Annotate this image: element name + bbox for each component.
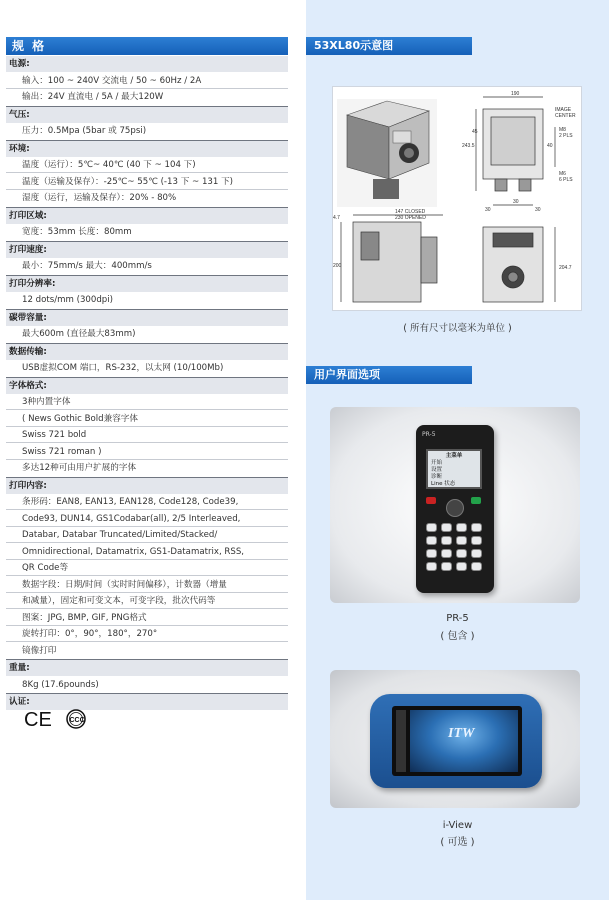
printer-side-icon (341, 215, 443, 302)
spec-item: Databar, Databar Truncated/Limited/Stacked/ (6, 527, 288, 543)
pr5-key (441, 536, 452, 545)
iview-panel (330, 670, 580, 808)
spec-item: 多达12种可由用户扩展的字体 (22, 463, 137, 473)
pr5-menu-item: 设置 (431, 467, 443, 473)
spec-category: 碳带容量: (6, 310, 288, 326)
spec-category: 打印内容: (6, 478, 288, 494)
dim-6pls: 6 PLS (559, 177, 573, 183)
pr5-key-red (426, 497, 436, 504)
spec-item: 温度（运行）：5℃~ 40℃ (40 下 ~ 104 下) (6, 157, 288, 173)
dim-243: 243.5 (462, 143, 475, 149)
spec-category: 重量: (6, 660, 288, 676)
dim-image-center: IMAGE (555, 107, 572, 113)
spec-category: 数据传输: (6, 344, 288, 360)
spec-category: 打印速度: (6, 242, 288, 258)
iview-sidebar (396, 710, 406, 772)
pr5-key (471, 536, 482, 545)
spec-item: 压力：0.5Mpa (5bar 或 75psi) (22, 126, 147, 136)
dim-30-a: 30 (485, 207, 491, 213)
right-column (306, 0, 609, 900)
pr5-key (456, 549, 467, 558)
spec-item: 和减量），固定和可变文本，可变字段，批次代码等 (6, 593, 288, 609)
pr5-screen-title: 主菜单 (445, 453, 463, 459)
spec-item: ( News Gothic Bold兼容字体 (6, 411, 288, 427)
pr5-screen (426, 449, 482, 489)
spec-item: 输入：100 ~ 240V 交流电 / 50 ~ 60Hz / 2A (6, 73, 288, 89)
printer-front-bottom-icon (483, 227, 555, 302)
pr5-key-green (471, 497, 481, 504)
pr5-key (456, 523, 467, 532)
dim-40: 40 (547, 143, 553, 149)
spec-category: 电源: (6, 56, 288, 72)
iview-sub: ( 可选 ) (440, 837, 475, 848)
diagram-note: ( 所有尺寸以毫米为单位 ) (403, 323, 512, 334)
cert-marks (24, 708, 94, 730)
spec-category: 打印区域: (6, 208, 288, 224)
spec-item: 旋转打印：0°，90°，180°，270° (6, 626, 288, 642)
iview-device-icon (370, 694, 542, 788)
printer-drawing (333, 87, 583, 312)
pr5-name: PR-5 (446, 613, 469, 624)
diagram-title: 53XL80示意图 (306, 37, 472, 55)
pr5-key (426, 523, 437, 532)
dim-190: 190 (511, 91, 520, 97)
iview-logo-icon: ITW (448, 726, 475, 741)
spec-item: 宽度：53mm 长度：80mm (22, 227, 132, 237)
pr5-panel (330, 407, 580, 603)
spec-item: 条形码：EAN8, EAN13, EAN128, Code128, Code39, (6, 494, 288, 510)
spec-item: 湿度（运行，运输及保存）：20% - 80% (22, 193, 177, 203)
pr5-menu-item: Line 状态 (431, 481, 456, 487)
ce-mark-icon (24, 708, 94, 730)
spec-item: 最小：75mm/s 最大：400mm/s (22, 261, 152, 271)
pr5-key (471, 523, 482, 532)
pr5-device-icon (416, 425, 494, 593)
ui-options-title: 用户界面选项 (306, 366, 472, 384)
dim-147-closed: 147 CLOSED (395, 209, 426, 215)
spec-item: 输出：24V 直流电 / 5A / 最大120W (22, 92, 164, 102)
printer-front-top-icon (476, 97, 555, 205)
dim-45: 45 (472, 129, 478, 135)
dim-30-c: 30 (535, 207, 541, 213)
spec-item: 最大600m (直径最大83mm) (22, 329, 136, 339)
pr5-key (441, 562, 452, 571)
pr5-key (441, 549, 452, 558)
pr5-brand: PR-5 (422, 431, 436, 438)
svg-text:CE: CE (24, 709, 52, 730)
pr5-key (441, 523, 452, 532)
spec-category: 环境: (6, 141, 288, 157)
dim-2pls: 2 PLS (559, 133, 573, 139)
spec-item: Swiss 721 bold (6, 427, 288, 443)
iview-display (410, 710, 518, 772)
dim-4-7: 4.7 (333, 215, 340, 221)
spec-item: 镜像打印 (22, 645, 57, 656)
pr5-key (471, 562, 482, 571)
spec-item: 12 dots/mm (300dpi) (22, 295, 114, 305)
iview-screen (392, 706, 522, 776)
pr5-menu-item: 诊断 (431, 474, 443, 480)
pr5-key (456, 536, 467, 545)
spec-category: 打印分辨率: (6, 276, 288, 292)
spec-item: Code93, DUN14, GS1Codabar(all), 2/5 Interleaved, (6, 511, 288, 527)
dim-30-b: 30 (513, 199, 519, 205)
spec-category: 气压: (6, 107, 288, 123)
spec-item: Omnidirectional, Datamatrix, GS1-Datamatrix, RSS, (6, 544, 288, 560)
spec-item: 8Kg (17.6pounds) (22, 679, 99, 690)
spec-item: 数据字段：日期/时间（实时时间偏移），计数器（增量 (6, 577, 288, 593)
spec-category: 认证: (6, 694, 288, 710)
printer-iso-top-icon (337, 99, 437, 207)
spec-column (0, 0, 290, 900)
pr5-sub: ( 包含 ) (440, 631, 475, 642)
pr5-key (426, 562, 437, 571)
dim-200: 200 (333, 263, 342, 269)
spec-item: 3种内置字体 (6, 394, 288, 410)
spec-item: USB虚拟COM 端口，RS-232，以太网 (10/100Mb) (22, 363, 224, 373)
pr5-keypad (426, 497, 484, 585)
iview-name: i-View (442, 820, 473, 831)
dimension-diagram (332, 86, 582, 311)
svg-text:CCC: CCC (69, 717, 85, 724)
pr5-key (426, 536, 437, 545)
spec-item: 图案：JPG, BMP, GIF, PNG格式 (6, 610, 288, 626)
spec-category: 字体格式: (6, 378, 288, 394)
dim-230-opened: 230 OPENED (395, 215, 426, 221)
pr5-key (456, 562, 467, 571)
dim-204: 204.7 (559, 265, 572, 271)
spec-item: 温度（运输及保存）：-25℃~ 55℃ (-13 下 ~ 131 下) (6, 174, 288, 190)
dim-m6: M6 (559, 171, 566, 177)
pr5-menu-item: 开始 (431, 460, 443, 466)
dim-image-center-2: CENTER (555, 113, 576, 119)
pr5-dpad (446, 499, 464, 517)
spec-item: QR Code等 (6, 560, 288, 576)
pr5-key (471, 549, 482, 558)
pr5-key (426, 549, 437, 558)
spec-title: 规 格 (6, 37, 288, 55)
spec-item: Swiss 721 roman ) (6, 444, 288, 460)
dim-m8: M8 (559, 127, 566, 133)
